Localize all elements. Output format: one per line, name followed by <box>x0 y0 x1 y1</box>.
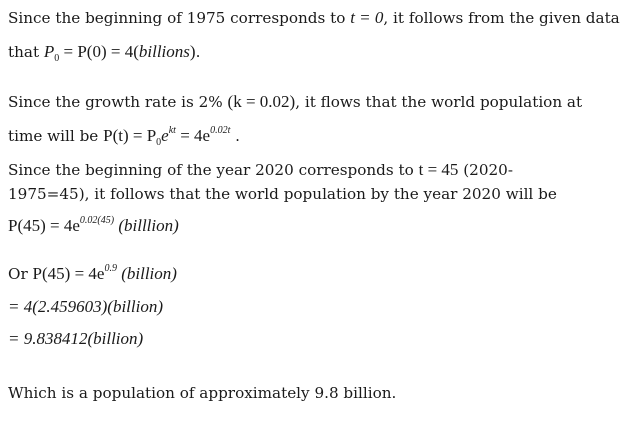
para4-math-sup: 0.9 <box>104 263 117 274</box>
para1-math-rest: = P(0) = 4( <box>59 42 139 61</box>
para4-line2-math: = 4(2.459603)(billion) <box>8 297 164 316</box>
para3-line1 <box>8 160 513 180</box>
para1-math-unit: billions <box>138 42 190 61</box>
para2-math-sup2: 0.02t <box>210 125 231 136</box>
para4-line3-math: = 9.838412(billion) <box>8 329 144 348</box>
para3-line2 <box>8 184 557 204</box>
para4-line1 <box>8 264 177 287</box>
para3-line1-text: Since the beginning of the year 2020 corresponds to <box>8 161 419 179</box>
para4-line1-prefix: Or <box>8 265 33 283</box>
para3-math-b: (billlion) <box>114 216 179 235</box>
para3-math-a: P(45) = 4e <box>8 216 80 235</box>
para2-math-eq: = 4e <box>175 126 211 145</box>
para1-math-P: P <box>43 42 55 61</box>
para2-line1-math: (k = 0.02) <box>227 92 296 111</box>
para2-math-a: P(t) = P <box>103 126 157 145</box>
para1-line2 <box>8 42 200 65</box>
conclusion-text: Which is a population of approximately 9.8 billion. <box>8 384 397 402</box>
para2-line2 <box>8 126 240 149</box>
para4-math-b: (billion) <box>116 264 177 283</box>
para4-line3 <box>8 329 143 349</box>
para1-line2-prefix: that <box>8 43 44 61</box>
para2-math-sub: 0 <box>156 137 162 148</box>
para2-math-sup1: kt <box>168 125 176 136</box>
para4-math-a: P(45) = 4e <box>32 264 105 283</box>
para3-line1-tail: (2020- <box>458 161 513 179</box>
para1-math-sub: 0 <box>54 53 60 64</box>
para4-line2 <box>8 297 163 317</box>
para3-line2-text: 1975=45), it follows that the world population by the year 2020 will be <box>8 185 557 203</box>
para2-math-e: e <box>161 126 169 145</box>
para3-line3 <box>8 216 179 239</box>
para1-line1-math: t = 0 <box>350 8 384 27</box>
para1-line1-tail: , it follows from the given data <box>383 9 620 27</box>
para3-math-sup: 0.02(45) <box>79 215 115 226</box>
para3-line1-math: t = 45 <box>418 160 459 179</box>
para2-line1-text: Since the growth rate is 2% <box>8 93 228 111</box>
para2-line2-end: . <box>230 127 241 145</box>
para2-line1-tail: , it flows that the world population at <box>295 93 583 111</box>
para1-line1-text: Since the beginning of 1975 corresponds to <box>8 9 351 27</box>
para1-math-close: ) <box>189 42 196 61</box>
conclusion-line <box>8 383 396 403</box>
para2-line2-prefix: time will be <box>8 127 104 145</box>
para1-line1 <box>8 8 620 28</box>
para2-line1 <box>8 92 582 112</box>
para1-line2-end: . <box>195 43 201 61</box>
